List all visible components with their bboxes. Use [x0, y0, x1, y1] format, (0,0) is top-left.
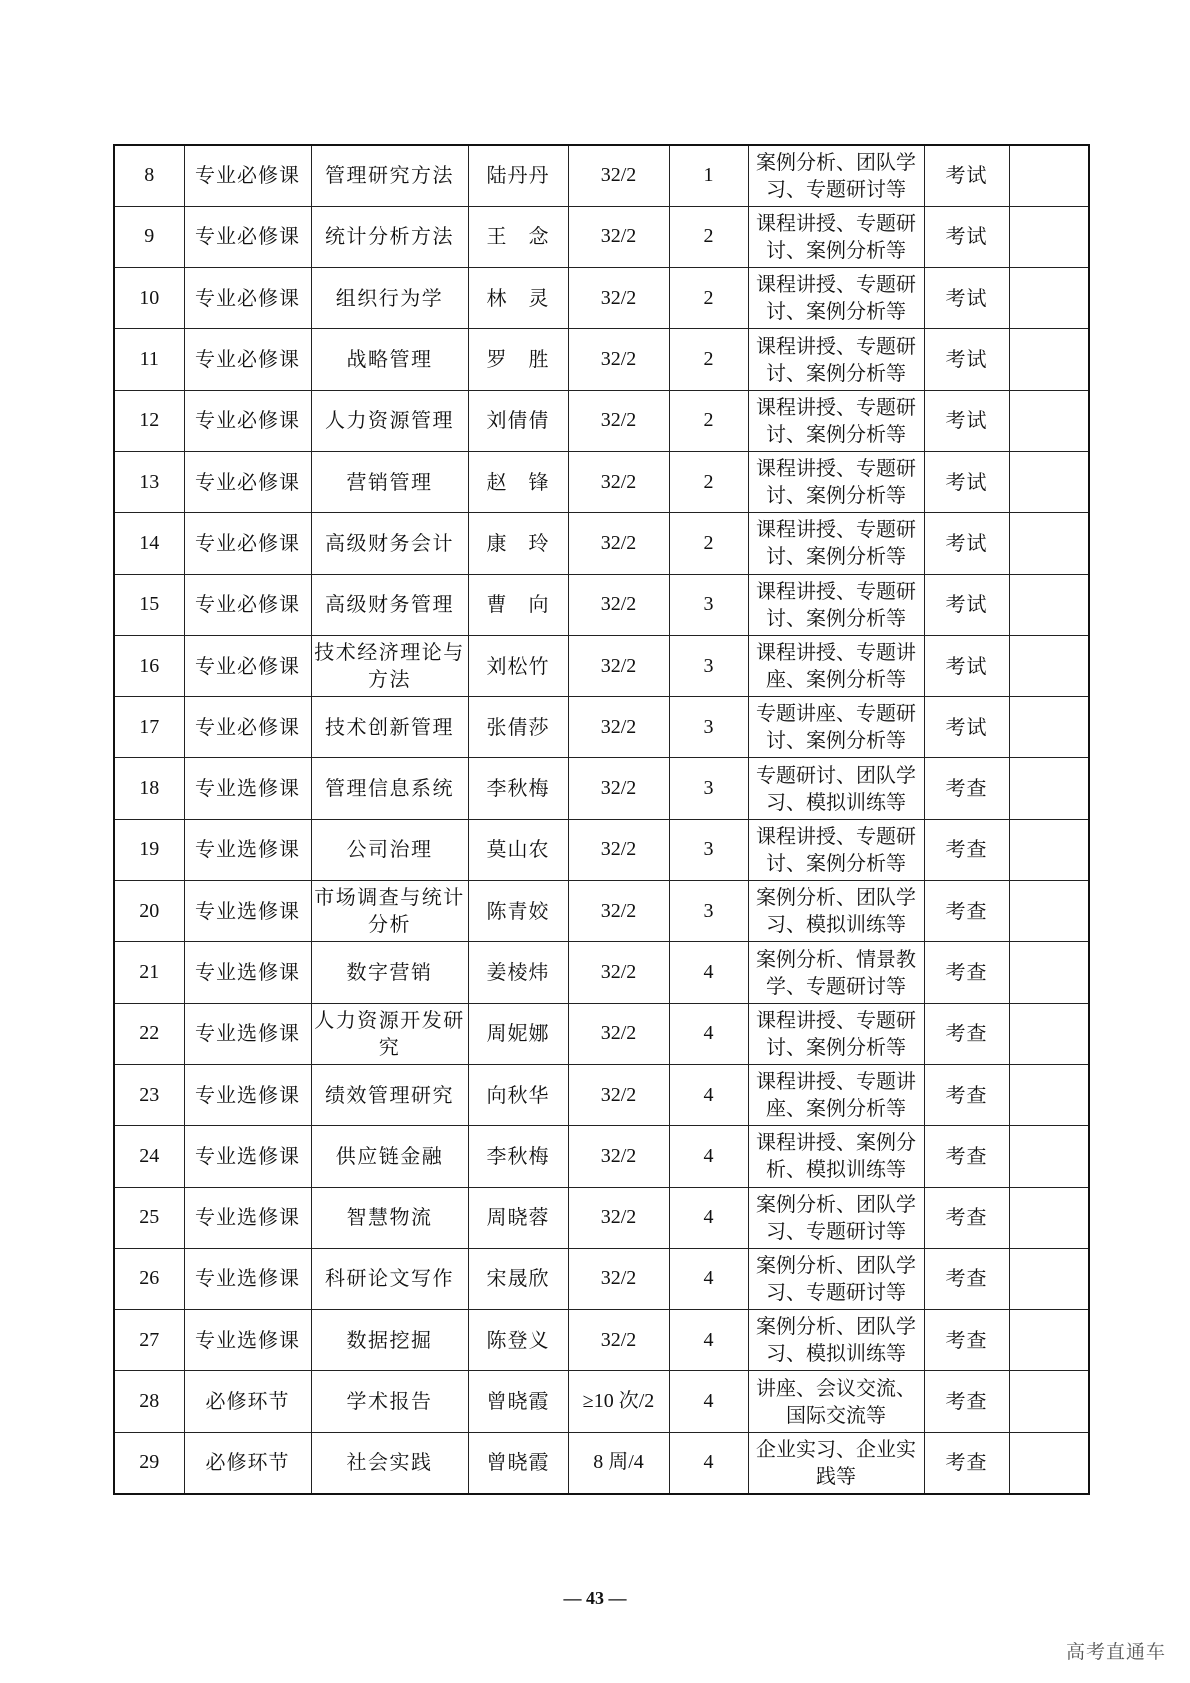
course-name-cell: 技术创新管理 [311, 697, 468, 758]
note-cell [1009, 1126, 1089, 1187]
table-row [114, 451, 1089, 512]
course-number-cell: 8 [114, 145, 184, 206]
assessment-cell: 考试 [924, 574, 1009, 635]
teacher-cell: 康 玲 [468, 513, 568, 574]
course-type-cell: 专业选修课 [184, 1187, 311, 1248]
course-name-cell: 科研论文写作 [311, 1248, 468, 1309]
teacher-cell: 姜棱炜 [468, 942, 568, 1003]
semester-cell: 4 [669, 1371, 748, 1432]
teaching-method-cell: 课程讲授、专题研讨、案例分析等 [748, 574, 924, 635]
note-cell [1009, 329, 1089, 390]
assessment-cell: 考试 [924, 697, 1009, 758]
course-name-cell: 社会实践 [311, 1432, 468, 1493]
hours-credits-cell: 8 周/4 [568, 1432, 669, 1493]
assessment-cell: 考试 [924, 390, 1009, 451]
course-type-cell: 专业选修课 [184, 758, 311, 819]
table-row [114, 390, 1089, 451]
table-row [114, 513, 1089, 574]
hours-credits-cell: 32/2 [568, 1187, 669, 1248]
teacher-cell: 周晓蓉 [468, 1187, 568, 1248]
teaching-method-cell: 课程讲授、专题研讨、案例分析等 [748, 329, 924, 390]
semester-cell: 4 [669, 1003, 748, 1064]
teaching-method-cell: 课程讲授、案例分析、模拟训练等 [748, 1126, 924, 1187]
course-name-cell: 技术经济理论与方法 [311, 635, 468, 696]
course-number-cell: 18 [114, 758, 184, 819]
assessment-cell: 考试 [924, 451, 1009, 512]
semester-cell: 4 [669, 1310, 748, 1371]
course-number-cell: 29 [114, 1432, 184, 1493]
teacher-cell: 张倩莎 [468, 697, 568, 758]
note-cell [1009, 513, 1089, 574]
teaching-method-cell: 案例分析、团队学习、专题研讨等 [748, 145, 924, 206]
hours-credits-cell: 32/2 [568, 1248, 669, 1309]
table-row [114, 819, 1089, 880]
hours-credits-cell: 32/2 [568, 1064, 669, 1125]
course-name-cell: 营销管理 [311, 451, 468, 512]
note-cell [1009, 758, 1089, 819]
course-name-cell: 管理研究方法 [311, 145, 468, 206]
table-row [114, 1003, 1089, 1064]
assessment-cell: 考查 [924, 1310, 1009, 1371]
course-number-cell: 17 [114, 697, 184, 758]
semester-cell: 2 [669, 206, 748, 267]
course-number-cell: 21 [114, 942, 184, 1003]
table-row [114, 206, 1089, 267]
teaching-method-cell: 案例分析、情景教学、专题研讨等 [748, 942, 924, 1003]
note-cell [1009, 268, 1089, 329]
hours-credits-cell: 32/2 [568, 390, 669, 451]
table-row [114, 881, 1089, 942]
course-number-cell: 23 [114, 1064, 184, 1125]
table-row [114, 574, 1089, 635]
assessment-cell: 考试 [924, 513, 1009, 574]
course-type-cell: 专业必修课 [184, 635, 311, 696]
assessment-cell: 考试 [924, 268, 1009, 329]
course-type-cell: 专业必修课 [184, 145, 311, 206]
semester-cell: 4 [669, 1064, 748, 1125]
teacher-cell: 赵 锋 [468, 451, 568, 512]
semester-cell: 4 [669, 1126, 748, 1187]
course-number-cell: 16 [114, 635, 184, 696]
watermark-text: 高考直通车 [1065, 1641, 1166, 1663]
course-name-cell: 高级财务会计 [311, 513, 468, 574]
teaching-method-cell: 课程讲授、专题讲座、案例分析等 [748, 1064, 924, 1125]
semester-cell: 3 [669, 758, 748, 819]
course-name-cell: 数字营销 [311, 942, 468, 1003]
semester-cell: 3 [669, 574, 748, 635]
teacher-cell: 陈青姣 [468, 881, 568, 942]
table-row [114, 1310, 1089, 1371]
course-name-cell: 战略管理 [311, 329, 468, 390]
course-number-cell: 12 [114, 390, 184, 451]
course-type-cell: 专业必修课 [184, 329, 311, 390]
table-row [114, 1064, 1089, 1125]
table-row [114, 1187, 1089, 1248]
teaching-method-cell: 课程讲授、专题研讨、案例分析等 [748, 513, 924, 574]
semester-cell: 2 [669, 390, 748, 451]
note-cell [1009, 635, 1089, 696]
hours-credits-cell: 32/2 [568, 1310, 669, 1371]
course-name-cell: 绩效管理研究 [311, 1064, 468, 1125]
teaching-method-cell: 课程讲授、专题研讨、案例分析等 [748, 390, 924, 451]
note-cell [1009, 1432, 1089, 1493]
assessment-cell: 考查 [924, 1187, 1009, 1248]
course-type-cell: 专业选修课 [184, 1064, 311, 1125]
course-number-cell: 10 [114, 268, 184, 329]
course-number-cell: 25 [114, 1187, 184, 1248]
semester-cell: 2 [669, 451, 748, 512]
assessment-cell: 考试 [924, 329, 1009, 390]
course-table-container [113, 144, 1088, 1495]
course-name-cell: 统计分析方法 [311, 206, 468, 267]
course-number-cell: 28 [114, 1371, 184, 1432]
teacher-cell: 曾晓霞 [468, 1371, 568, 1432]
teaching-method-cell: 专题讲座、专题研讨、案例分析等 [748, 697, 924, 758]
note-cell [1009, 697, 1089, 758]
course-table [113, 144, 1090, 1495]
assessment-cell: 考试 [924, 206, 1009, 267]
course-number-cell: 14 [114, 513, 184, 574]
course-type-cell: 专业选修课 [184, 881, 311, 942]
course-type-cell: 专业必修课 [184, 451, 311, 512]
course-number-cell: 11 [114, 329, 184, 390]
teacher-cell: 曾晓霞 [468, 1432, 568, 1493]
course-type-cell: 必修环节 [184, 1371, 311, 1432]
table-row [114, 635, 1089, 696]
table-row [114, 697, 1089, 758]
teacher-cell: 曹 向 [468, 574, 568, 635]
hours-credits-cell: 32/2 [568, 635, 669, 696]
teaching-method-cell: 案例分析、团队学习、专题研讨等 [748, 1248, 924, 1309]
semester-cell: 2 [669, 329, 748, 390]
table-row [114, 1371, 1089, 1432]
teacher-cell: 罗 胜 [468, 329, 568, 390]
course-type-cell: 专业必修课 [184, 206, 311, 267]
note-cell [1009, 881, 1089, 942]
course-name-cell: 智慧物流 [311, 1187, 468, 1248]
hours-credits-cell: ≥10 次/2 [568, 1371, 669, 1432]
semester-cell: 4 [669, 1187, 748, 1248]
assessment-cell: 考查 [924, 1003, 1009, 1064]
teacher-cell: 宋晟欣 [468, 1248, 568, 1309]
teaching-method-cell: 企业实习、企业实践等 [748, 1432, 924, 1493]
note-cell [1009, 1248, 1089, 1309]
hours-credits-cell: 32/2 [568, 329, 669, 390]
assessment-cell: 考查 [924, 819, 1009, 880]
table-row [114, 1248, 1089, 1309]
course-name-cell: 管理信息系统 [311, 758, 468, 819]
course-number-cell: 13 [114, 451, 184, 512]
course-number-cell: 15 [114, 574, 184, 635]
course-name-cell: 供应链金融 [311, 1126, 468, 1187]
note-cell [1009, 574, 1089, 635]
table-row [114, 758, 1089, 819]
hours-credits-cell: 32/2 [568, 451, 669, 512]
teacher-cell: 陆丹丹 [468, 145, 568, 206]
teacher-cell: 林 灵 [468, 268, 568, 329]
hours-credits-cell: 32/2 [568, 268, 669, 329]
hours-credits-cell: 32/2 [568, 513, 669, 574]
hours-credits-cell: 32/2 [568, 1003, 669, 1064]
semester-cell: 3 [669, 881, 748, 942]
teaching-method-cell: 课程讲授、专题研讨、案例分析等 [748, 268, 924, 329]
note-cell [1009, 390, 1089, 451]
note-cell [1009, 1187, 1089, 1248]
course-name-cell: 公司治理 [311, 819, 468, 880]
course-name-cell: 市场调查与统计分析 [311, 881, 468, 942]
course-type-cell: 专业必修课 [184, 390, 311, 451]
assessment-cell: 考查 [924, 1126, 1009, 1187]
assessment-cell: 考查 [924, 881, 1009, 942]
table-row [114, 1432, 1089, 1493]
teaching-method-cell: 课程讲授、专题研讨、案例分析等 [748, 206, 924, 267]
hours-credits-cell: 32/2 [568, 881, 669, 942]
assessment-cell: 考试 [924, 145, 1009, 206]
assessment-cell: 考查 [924, 1432, 1009, 1493]
note-cell [1009, 942, 1089, 1003]
assessment-cell: 考查 [924, 758, 1009, 819]
course-type-cell: 必修环节 [184, 1432, 311, 1493]
note-cell [1009, 145, 1089, 206]
semester-cell: 3 [669, 819, 748, 880]
hours-credits-cell: 32/2 [568, 574, 669, 635]
hours-credits-cell: 32/2 [568, 145, 669, 206]
hours-credits-cell: 32/2 [568, 758, 669, 819]
course-name-cell: 人力资源管理 [311, 390, 468, 451]
teaching-method-cell: 专题研讨、团队学习、模拟训练等 [748, 758, 924, 819]
table-row [114, 1126, 1089, 1187]
teacher-cell: 向秋华 [468, 1064, 568, 1125]
semester-cell: 2 [669, 268, 748, 329]
table-row [114, 145, 1089, 206]
course-number-cell: 24 [114, 1126, 184, 1187]
hours-credits-cell: 32/2 [568, 206, 669, 267]
note-cell [1009, 1310, 1089, 1371]
semester-cell: 4 [669, 1432, 748, 1493]
teacher-cell: 陈登义 [468, 1310, 568, 1371]
course-name-cell: 高级财务管理 [311, 574, 468, 635]
note-cell [1009, 1064, 1089, 1125]
teaching-method-cell: 课程讲授、专题研讨、案例分析等 [748, 451, 924, 512]
page-number: — 43 — [563, 1588, 627, 1608]
course-number-cell: 19 [114, 819, 184, 880]
course-type-cell: 专业选修课 [184, 1248, 311, 1309]
note-cell [1009, 206, 1089, 267]
assessment-cell: 考查 [924, 942, 1009, 1003]
course-number-cell: 22 [114, 1003, 184, 1064]
semester-cell: 4 [669, 942, 748, 1003]
course-table-body [114, 145, 1089, 1494]
teaching-method-cell: 课程讲授、专题讲座、案例分析等 [748, 635, 924, 696]
course-type-cell: 专业必修课 [184, 697, 311, 758]
course-type-cell: 专业必修课 [184, 574, 311, 635]
course-type-cell: 专业必修课 [184, 513, 311, 574]
teaching-method-cell: 课程讲授、专题研讨、案例分析等 [748, 819, 924, 880]
teacher-cell: 刘松竹 [468, 635, 568, 696]
teacher-cell: 李秋梅 [468, 1126, 568, 1187]
course-type-cell: 专业选修课 [184, 942, 311, 1003]
teaching-method-cell: 课程讲授、专题研讨、案例分析等 [748, 1003, 924, 1064]
course-name-cell: 学术报告 [311, 1371, 468, 1432]
teacher-cell: 周妮娜 [468, 1003, 568, 1064]
hours-credits-cell: 32/2 [568, 819, 669, 880]
assessment-cell: 考试 [924, 635, 1009, 696]
semester-cell: 2 [669, 513, 748, 574]
note-cell [1009, 819, 1089, 880]
teaching-method-cell: 案例分析、团队学习、模拟训练等 [748, 881, 924, 942]
teaching-method-cell: 案例分析、团队学习、模拟训练等 [748, 1310, 924, 1371]
hours-credits-cell: 32/2 [568, 697, 669, 758]
course-name-cell: 数据挖掘 [311, 1310, 468, 1371]
teacher-cell: 李秋梅 [468, 758, 568, 819]
course-number-cell: 20 [114, 881, 184, 942]
course-name-cell: 人力资源开发研究 [311, 1003, 468, 1064]
note-cell [1009, 451, 1089, 512]
hours-credits-cell: 32/2 [568, 1126, 669, 1187]
assessment-cell: 考查 [924, 1371, 1009, 1432]
course-number-cell: 27 [114, 1310, 184, 1371]
table-row [114, 268, 1089, 329]
course-type-cell: 专业选修课 [184, 1126, 311, 1187]
note-cell [1009, 1003, 1089, 1064]
course-type-cell: 专业选修课 [184, 1310, 311, 1371]
course-number-cell: 26 [114, 1248, 184, 1309]
teaching-method-cell: 讲座、会议交流、国际交流等 [748, 1371, 924, 1432]
teacher-cell: 莫山农 [468, 819, 568, 880]
course-number-cell: 9 [114, 206, 184, 267]
assessment-cell: 考查 [924, 1248, 1009, 1309]
semester-cell: 3 [669, 635, 748, 696]
course-type-cell: 专业选修课 [184, 819, 311, 880]
course-name-cell: 组织行为学 [311, 268, 468, 329]
teacher-cell: 刘倩倩 [468, 390, 568, 451]
table-row [114, 942, 1089, 1003]
semester-cell: 1 [669, 145, 748, 206]
course-type-cell: 专业选修课 [184, 1003, 311, 1064]
assessment-cell: 考查 [924, 1064, 1009, 1125]
note-cell [1009, 1371, 1089, 1432]
hours-credits-cell: 32/2 [568, 942, 669, 1003]
teacher-cell: 王 念 [468, 206, 568, 267]
teaching-method-cell: 案例分析、团队学习、专题研讨等 [748, 1187, 924, 1248]
table-row [114, 329, 1089, 390]
semester-cell: 4 [669, 1248, 748, 1309]
course-type-cell: 专业必修课 [184, 268, 311, 329]
semester-cell: 3 [669, 697, 748, 758]
